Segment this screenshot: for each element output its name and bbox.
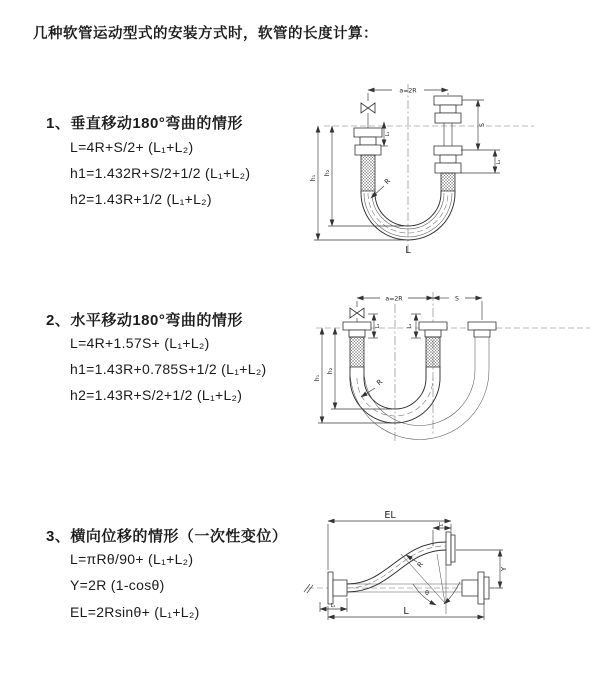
section-2-heading: 2、水平移动180°弯曲的情形 [46,312,243,329]
middle-fitting [419,322,447,367]
section-3-formula-L: L=πRθ/90+ (L₁+L₂) [70,551,194,567]
hose-s-curve [347,542,446,592]
right-fitting-upper [434,96,462,146]
dim-label-h2: h₂ [327,367,334,375]
section-3-formula-EL: EL=2Rsinθ+ (L₁+L₂) [70,604,200,620]
dim-label-h1: h₁ [314,374,321,382]
length-label: L [405,245,411,256]
hose-u-bends [350,337,489,440]
dim-label-width: a=2R [385,295,403,303]
section-1-formula-h2: h2=1.43R+1/2 (L₁+L₂) [70,191,212,207]
left-fitting [354,128,382,191]
diagram-lateral-displacement [300,502,600,652]
dim-label-l1: L₁ [385,131,391,137]
angle-label: θ [425,590,429,597]
centerline-break-mark [304,584,313,593]
page-title: 几种软管运动型式的安装方式时，软管的长度计算： [33,26,378,42]
diagram-horizontal-bend [308,286,600,448]
section-1-formula-L: L=4R+S/2+ (L₁+L₂) [70,139,194,155]
dim-label-l2: L₂ [496,159,502,165]
dim-label-y: Y [500,566,508,572]
right-fitting-phantom [468,322,496,337]
left-flange [328,572,347,604]
dim-label-el: EL [384,510,396,521]
dim-label-width: a=2R [399,87,417,95]
dim-label-l1: L₁ [330,603,336,609]
section-3-heading: 3、横向位移的情形（一次性变位） [46,528,288,545]
angle-arrow [444,582,460,604]
dim-label-l: L [403,606,409,617]
section-3-formula-Y: Y=2R (1-cosθ) [70,577,165,593]
valve-icon [350,308,364,322]
dim-label-l2: L₂ [438,522,444,528]
section-2-formula-L: L=4R+1.57S+ (L₁+L₂) [70,335,210,351]
section-1-formula-h1: h1=1.432R+S/2+1/2 (L₁+L₂) [70,165,251,181]
diagram-vertical-bend [308,78,598,258]
right-fitting-lower [434,146,462,191]
dim-label-l1: L₁ [375,323,381,329]
section-2-formula-h2: h2=1.43R+S/2+1/2 (L₁+L₂) [70,387,243,403]
dim-label-s: S [479,123,486,127]
section-1-heading: 1、垂直移动180°弯曲的情形 [46,115,243,132]
dim-label-s: S [455,295,459,303]
section-2-formula-h1: h1=1.43R+0.785S+1/2 (L₁+L₂) [70,361,267,377]
radius-label: R [415,560,426,570]
dim-label-h1: h₁ [310,174,317,182]
left-fitting [343,322,371,367]
right-flange [462,572,489,604]
radius-label: R [383,177,393,187]
dim-label-l2: L₂ [407,323,413,329]
valve-icon [361,103,375,128]
upper-flange [446,532,455,565]
dim-label-h2: h₂ [324,169,331,177]
radius-label: R [375,377,385,388]
radius-leader [361,388,375,397]
